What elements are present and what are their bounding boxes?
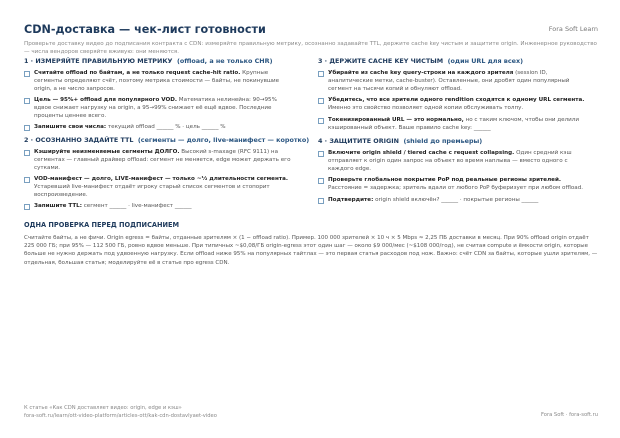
checkbox-icon[interactable]	[24, 177, 30, 183]
checklist-item[interactable]	[318, 150, 588, 173]
item-1-lead: Считайте offload по байтам, а не только request cache-hit ratio.	[34, 70, 241, 76]
section-4-note: (shield до премьеры)	[403, 137, 483, 145]
section-4-heading	[318, 137, 482, 146]
checkbox-icon[interactable]	[318, 178, 324, 184]
section-3-note: (один URL для всех)	[447, 57, 524, 65]
checklist-item[interactable]	[318, 70, 588, 93]
checkbox-icon[interactable]	[24, 71, 30, 77]
item-12-lead: Подтвердите:	[328, 197, 374, 203]
item-2-lead: Цель — 95%+ offload для популярного VOD.	[34, 97, 178, 103]
item-7-text: (session ID, аналитические метки, cache-buster). Оставленные, они дробят один популярный сегмент на тысячи копий и обнуляют offload.	[328, 70, 570, 92]
item-9-lead: Токенизированный URL — это нормально,	[328, 117, 464, 123]
checkbox-icon[interactable]	[318, 71, 324, 77]
section-1-title: 1 · ИЗМЕРЯЙТЕ ПРАВИЛЬНУЮ МЕТРИКУ	[24, 57, 173, 65]
item-8-text: Именно это свойство позволяет одной копии обслуживать толпу.	[328, 104, 524, 111]
item-11-lead: Проверьте глобальное покрытие PoP под реальные регионы зрителей.	[328, 177, 562, 183]
brand-label: Fora Soft Learn	[548, 25, 598, 33]
item-6-lead: Запишите TTL:	[34, 203, 82, 209]
checkbox-icon[interactable]	[24, 150, 30, 156]
page-title: CDN-доставка — чек-лист готовности	[24, 23, 266, 36]
item-4-text: Высокий s-maxage (RFC 9111) на сегментах — главный драйвер offload: сегмент не меняется, edge может держать его сутками.	[34, 149, 291, 171]
checklist-item[interactable]	[318, 197, 588, 205]
checklist-item[interactable]	[24, 149, 294, 172]
item-5-lead: VOD-манифест — долго, LIVE-манифест — только ~½ длительности сегмента.	[34, 176, 288, 182]
item-3-lead: Запишите свои числа:	[34, 124, 107, 130]
item-8-lead: Убедитесь, что все зрители одного rendition сходятся к одному URL сегмента.	[328, 97, 585, 103]
checklist-item[interactable]	[318, 97, 588, 113]
item-5-text: Устаревший live-манифест отдаёт игроку старый список сегментов и стопорит воспроизведение.	[34, 183, 270, 198]
item-2-text: Математика нелинейна: 90→95% вдвое снижает нагрузку на origin, а 95→99% снижает её ещё вдвое. Последние проценты ценнее всего.	[34, 97, 277, 119]
checkbox-icon[interactable]	[318, 151, 324, 157]
checklist-item[interactable]	[24, 124, 294, 132]
checkbox-icon[interactable]	[24, 204, 30, 210]
page-header	[24, 23, 598, 37]
section-4-title: 4 · ЗАЩИТИТЕ ORIGIN	[318, 137, 399, 145]
sign-off-body: Считайте байты, а не фичи. Origin egress = байты, отданные зрителям × (1 − offload ratio). Пример. 100 000 зрителей × 10 ч × 5 Mbps ≈ 2,25 ПБ доставки в месяц. При 90% offload origin отдаёт 225 000 ГБ; при 95% — 112 500 ГБ, ровно вдвое меньше. При типичных ~$0,08/ГБ origin-egress этот один шаг — около $9 000/мес (~$108 000/год), не считая compute и ёмкости origin, которые больше не нужно держать под удвоенную нагрузку. Если offload ниже 95% на популярных тайтлах — это первая статья расходов под нож. Важно: счёт CDN за байты, которые ушли зрителям, — отдельная, большая статья; моделируйте её в статье про egress CDN.	[24, 235, 598, 266]
checkbox-icon[interactable]	[318, 118, 324, 124]
checkbox-icon[interactable]	[318, 198, 324, 204]
item-9-text: но с таким ключом, чтобы они делили кэшированный объект. Ваше правило cache key: ______	[328, 117, 580, 131]
item-11-text: Расстояние = задержка; зритель вдали от любого PoP буферизует при любом offload.	[328, 184, 584, 191]
section-1-note: (offload, а не только CHR)	[176, 57, 273, 65]
footer-brand[interactable]: Fora Soft · fora-soft.ru	[540, 412, 598, 418]
item-6-text: сегмент ______ · live-манифест ______	[81, 203, 192, 209]
item-1-text: Крупные сегменты определяют счёт, поэтому метрика стоимости — байты, не покинувшие origin, а не число запросов.	[34, 70, 280, 92]
item-12-text: origin shield включён? ______ · покрытые регионы ______	[373, 197, 539, 203]
section-3-heading	[318, 57, 523, 66]
footer-article-title: К статье «Как CDN доставляет видео: origin, edge и кэш»	[24, 405, 182, 411]
checklist-item[interactable]	[24, 203, 294, 211]
footer-source	[24, 405, 217, 420]
section-2-title: 2 · ОСОЗНАННО ЗАДАЙТЕ TTL	[24, 136, 134, 144]
page-subtitle: Проверьте доставку видео до подписания контракта с CDN: измеряйте правильную метрику, осознанно задавайте TTL, держите cache key чистым и защитите origin. Инженерное руководство — числа вендоров сверяйте вживую: они меняются.	[24, 41, 597, 55]
checklist-item[interactable]	[318, 117, 588, 133]
section-2-heading	[24, 136, 309, 145]
checkbox-icon[interactable]	[318, 98, 324, 104]
footer-article-url[interactable]: fora-soft.ru/learn/ott-video-platform/articles-ott/kak-cdn-dostavlyaet-video	[24, 412, 217, 419]
checklist-item[interactable]	[24, 176, 294, 199]
checklist-item[interactable]	[24, 70, 294, 93]
section-3-title: 3 · ДЕРЖИТЕ CACHE KEY ЧИСТЫМ	[318, 57, 444, 65]
sign-off-heading: ОДНА ПРОВЕРКА ПЕРЕД ПОДПИСАНИЕМ	[24, 221, 180, 229]
checklist-item[interactable]	[24, 97, 294, 120]
section-1-heading	[24, 57, 273, 66]
item-4-lead: Кэшируйте неизменяемые сегменты ДОЛГО.	[34, 149, 180, 155]
item-3-text: текущий offload ______ % · цель ______ %	[106, 124, 226, 130]
checkbox-icon[interactable]	[24, 125, 30, 131]
section-2-note: (сегменты — долго, live-манифест — коротко)	[137, 136, 310, 144]
item-7-lead: Убирайте из cache key query-строки на каждого зрителя	[328, 70, 514, 76]
item-10-lead: Включите origin shield / tiered cache с request collapsing.	[328, 150, 515, 156]
item-10-text: Один средний кэш отправляет к origin один запрос на объект во время наплыва — вместо одного с каждого edge.	[328, 150, 572, 172]
checklist-item[interactable]	[318, 177, 588, 193]
checkbox-icon[interactable]	[24, 98, 30, 104]
